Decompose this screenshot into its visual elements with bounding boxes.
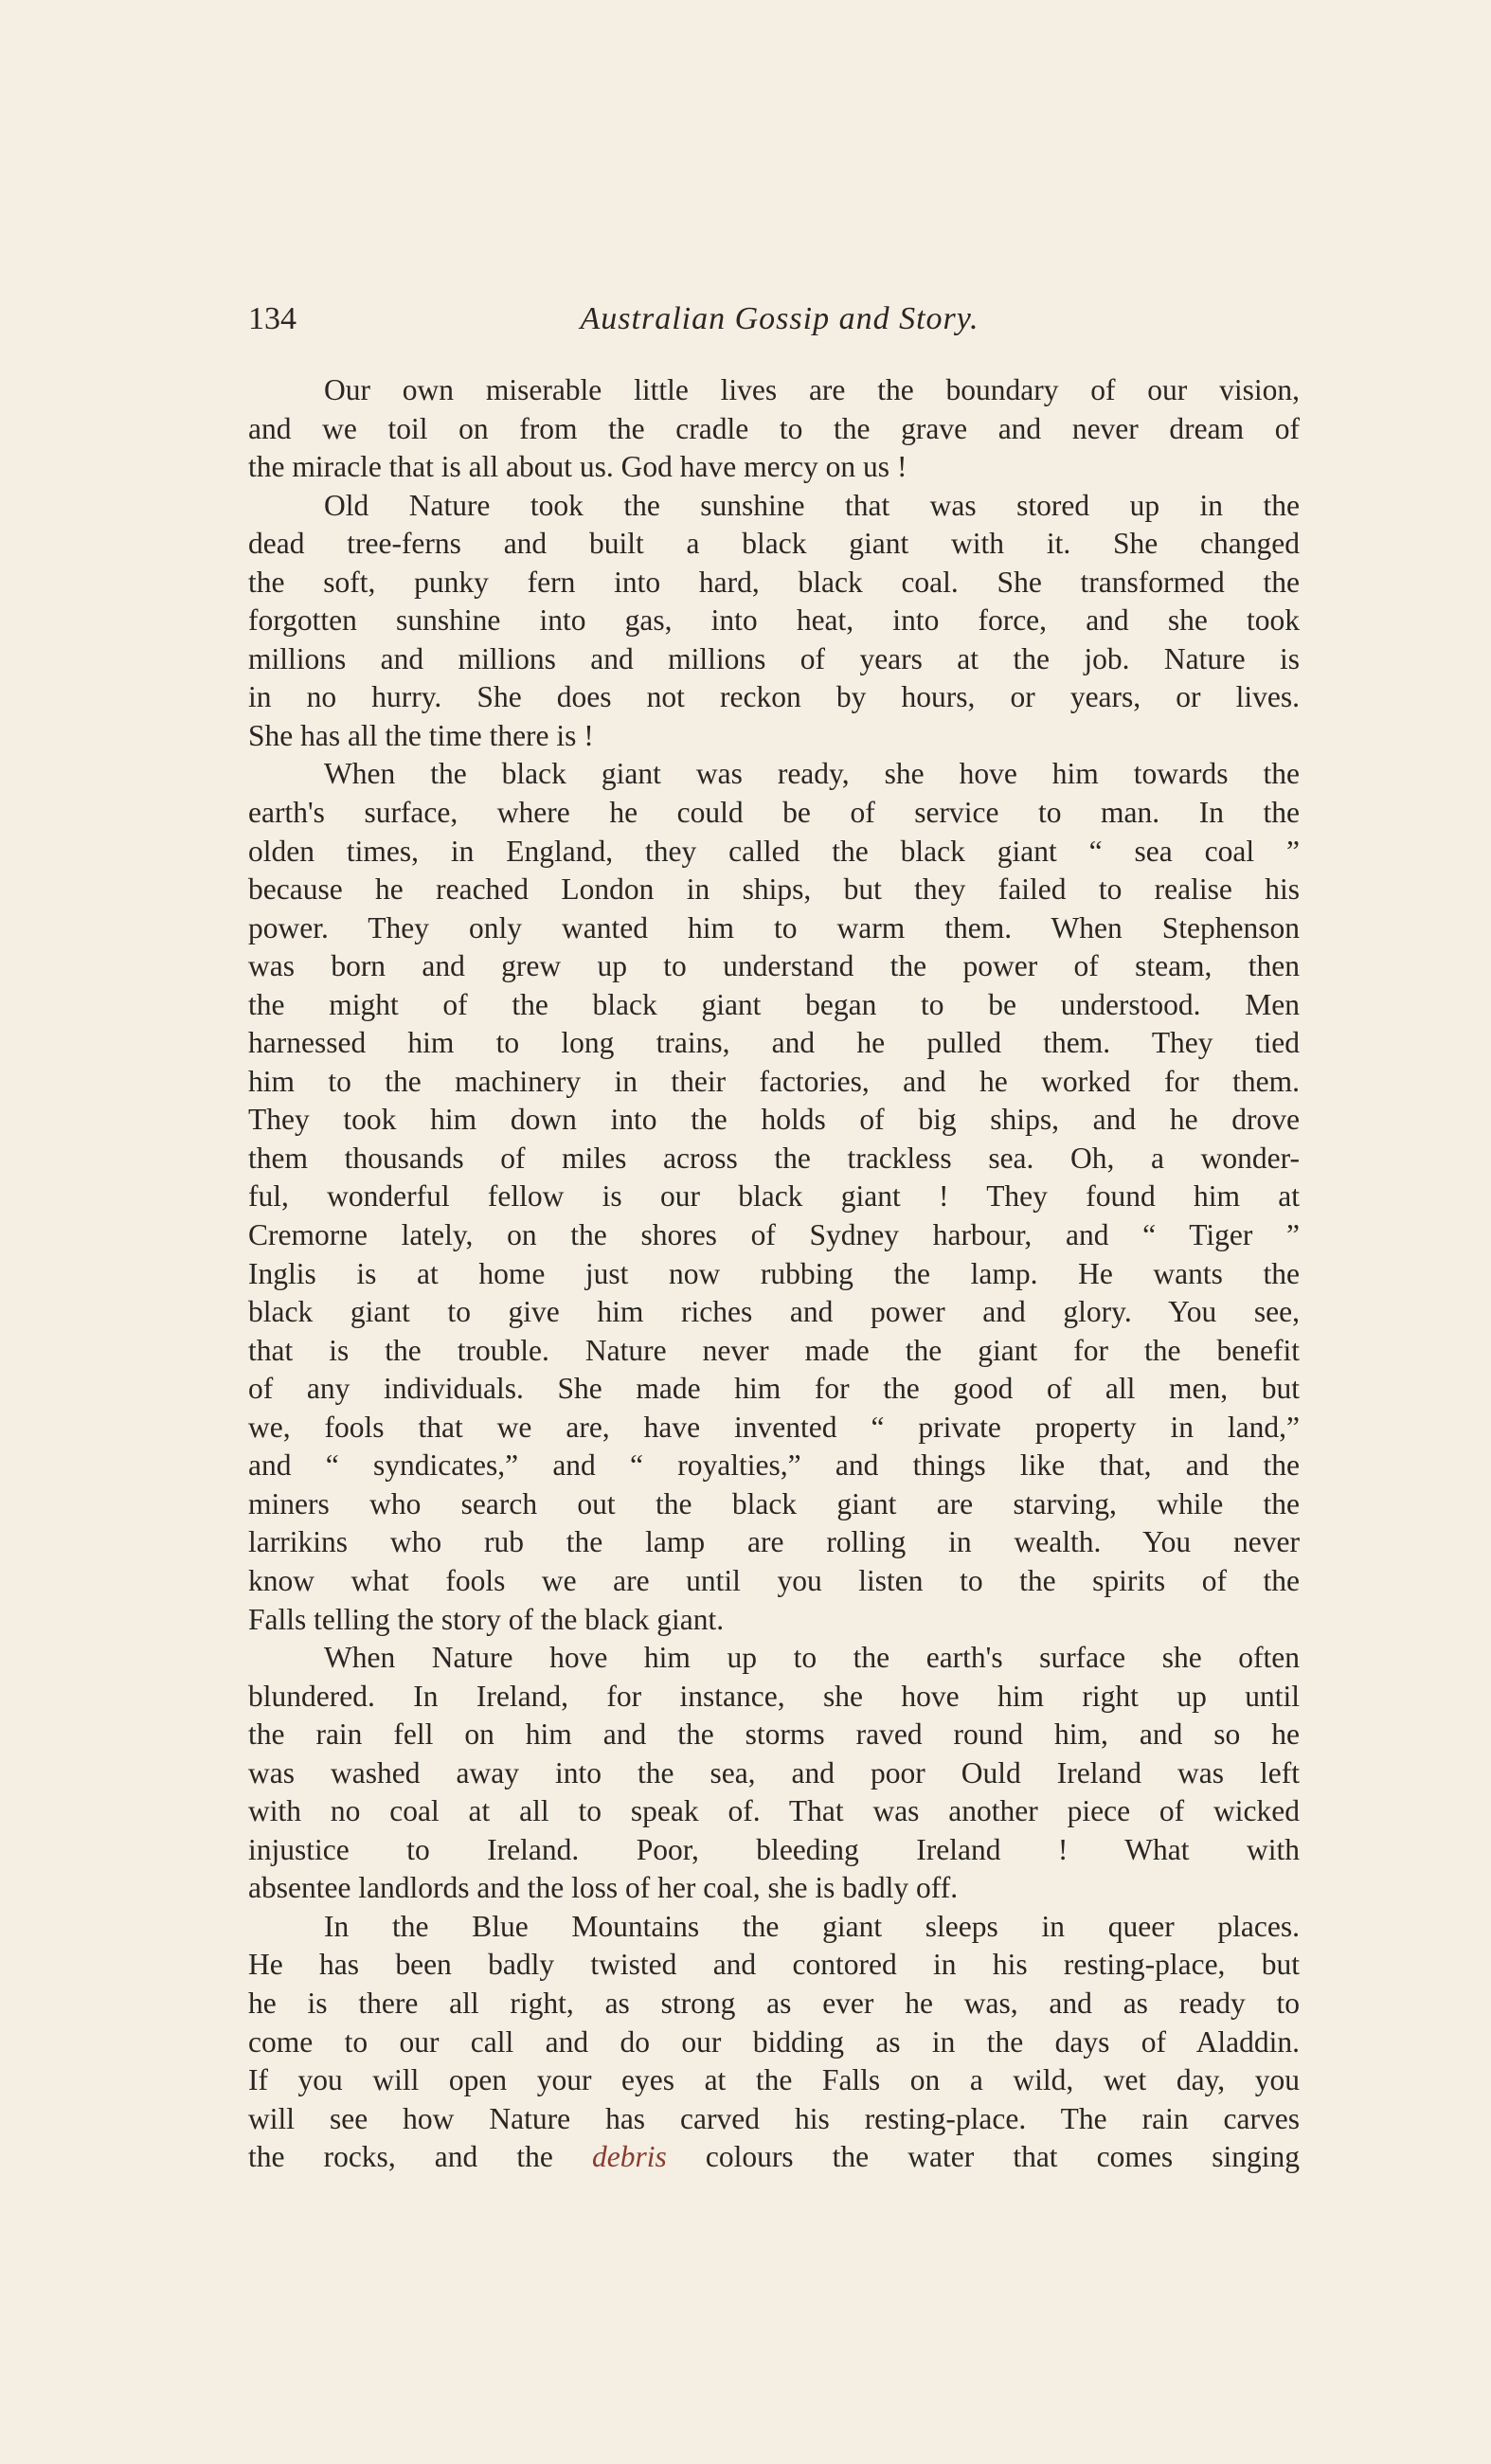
text-line: because he reached London in ships, but they failed to realise his [248,872,1300,907]
text-line: If you will open your eyes at the Falls on a wild, wet day, you [248,2063,1300,2097]
text-line: them thousands of miles across the trackless sea. Oh, a wonder- [248,1141,1300,1175]
text-line: in no hurry. She does not reckon by hours, or years, or lives. [248,680,1300,714]
text-line: we, fools that we are, have invented “ private property in land,” [248,1410,1300,1444]
text-line: absentee landlords and the loss of her coal, she is badly off. [248,1871,959,1905]
text-line: the soft, punky fern into hard, black coal. She transformed the [248,565,1300,599]
text-line [248,2138,1300,2177]
text-line: the might of the black giant began to be understood. Men [248,987,1300,1021]
emphasized-word: debris [591,2140,667,2174]
text-line: injustice to Ireland. Poor, bleeding Ireland ! What with [248,1832,1300,1866]
body-text [248,371,1300,2177]
text-line: of any individuals. She made him for the good of all men, but [248,1372,1300,1406]
text-line: They took him down into the holds of big ships, and he drove [248,1103,1300,1137]
text-line: Falls telling the story of the black giant. [248,1602,725,1636]
text-line: blundered. In Ireland, for instance, she hove him right up until [248,1679,1300,1713]
running-title: Australian Gossip and Story. [580,301,979,336]
text-line: that is the trouble. Nature never made the giant for the benefit [248,1333,1300,1367]
paragraph [248,1908,1300,2177]
text-line: Old Nature took the sunshine that was stored up in the [324,488,1300,522]
text-line: he is there all right, as strong as ever he was, and as ready to [248,1986,1300,2020]
paragraph [248,755,1300,1639]
text-line: was washed away into the sea, and poor Ould Ireland was left [248,1755,1300,1790]
text-fragment: the rocks, and the [248,2140,592,2174]
page-number: 134 [248,301,296,336]
text-line: him to the machinery in their factories, and he worked for them. [248,1064,1300,1098]
text-line: miners who search out the black giant are starving, while the [248,1486,1300,1520]
text-line: and “ syndicates,” and “ royalties,” and things like that, and the [248,1448,1300,1483]
paragraph [248,1639,1300,1908]
text-line: forgotten sunshine into gas, into heat, into force, and she took [248,603,1300,638]
text-line: was born and grew up to understand the power of steam, then [248,949,1300,983]
text-line: the miracle that is all about us. God have mercy on us ! [248,450,907,484]
running-head [248,296,1311,343]
text-line: olden times, in England, they called the black giant “ sea coal ” [248,834,1300,868]
text-line: power. They only wanted him to warm them. When Stephenson [248,910,1300,944]
text-line: the rain fell on him and the storms raved round him, and so he [248,1718,1300,1752]
text-line: know what fools we are until you listen to the spirits of the [248,1563,1300,1597]
paragraph [248,371,1300,487]
text-line: black giant to give him riches and power and glory. You see, [248,1295,1300,1329]
paragraph [248,487,1300,756]
text-fragment: colours the water that comes singing [666,2140,1300,2174]
text-line: will see how Nature has carved his resting-place. The rain carves [248,2101,1300,2135]
text-line: Cremorne lately, on the shores of Sydney harbour, and “ Tiger ” [248,1218,1300,1252]
text-line: with no coal at all to speak of. That was another piece of wicked [248,1794,1300,1828]
text-line: millions and millions and millions of years at the job. Nature is [248,641,1300,675]
text-line: In the Blue Mountains the giant sleeps in queer places. [324,1909,1300,1943]
text-line: Our own miserable little lives are the boundary of our vision, [324,373,1300,406]
text-line: When the black giant was ready, she hove him towards the [324,757,1300,791]
text-line: dead tree-ferns and built a black giant with it. She changed [248,527,1300,561]
text-line: and we toil on from the cradle to the grave and never dream of [248,411,1300,445]
text-line: She has all the time there is ! [248,718,594,752]
text-line: Inglis is at home just now rubbing the lamp. He wants the [248,1256,1300,1290]
text-line: come to our call and do our bidding as in the days of Aladdin. [248,2024,1300,2059]
text-line: He has been badly twisted and contored in his resting-place, but [248,1948,1300,1982]
text-line: larrikins who rub the lamp are rolling in wealth. You never [248,1525,1300,1559]
text-line: harnessed him to long trains, and he pulled them. They tied [248,1026,1300,1060]
text-line: ful, wonderful fellow is our black giant ! They found him at [248,1179,1300,1214]
text-line: earth's surface, where he could be of service to man. In the [248,796,1300,830]
text-line: When Nature hove him up to the earth's surface she often [324,1641,1300,1675]
